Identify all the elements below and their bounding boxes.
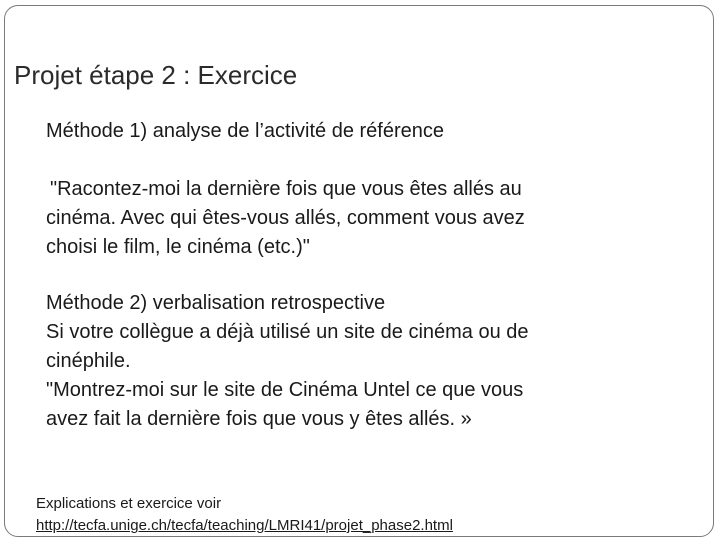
- method2-line: cinéphile.: [46, 350, 131, 372]
- method2-block: [46, 289, 646, 434]
- slide-title: Projet étape 2 : Exercice: [14, 60, 298, 90]
- footer-link[interactable]: http://tecfa.unige.ch/tecfa/teaching/LMRI41/projet_phase2.html: [36, 517, 453, 534]
- method1-quote: [46, 175, 636, 262]
- quote-line: "Racontez-moi la dernière fois que vous êtes allés au: [50, 178, 522, 200]
- footer: [36, 493, 453, 537]
- method1-heading: Méthode 1) analyse de l’activité de référence: [46, 120, 445, 142]
- footer-label: Explications et exercice voir: [36, 495, 222, 512]
- quote-line: cinéma. Avec qui êtes-vous allés, comment vous avez: [46, 207, 525, 229]
- method2-heading: Méthode 2) verbalisation retrospective: [46, 292, 386, 314]
- method2-line: avez fait la dernière fois que vous y êtes allés. »: [46, 408, 472, 430]
- method2-line: "Montrez-moi sur le site de Cinéma Untel ce que vous: [46, 379, 524, 401]
- method2-line: Si votre collègue a déjà utilisé un site de cinéma ou de: [46, 321, 529, 343]
- quote-line: choisi le film, le cinéma (etc.)": [46, 236, 310, 258]
